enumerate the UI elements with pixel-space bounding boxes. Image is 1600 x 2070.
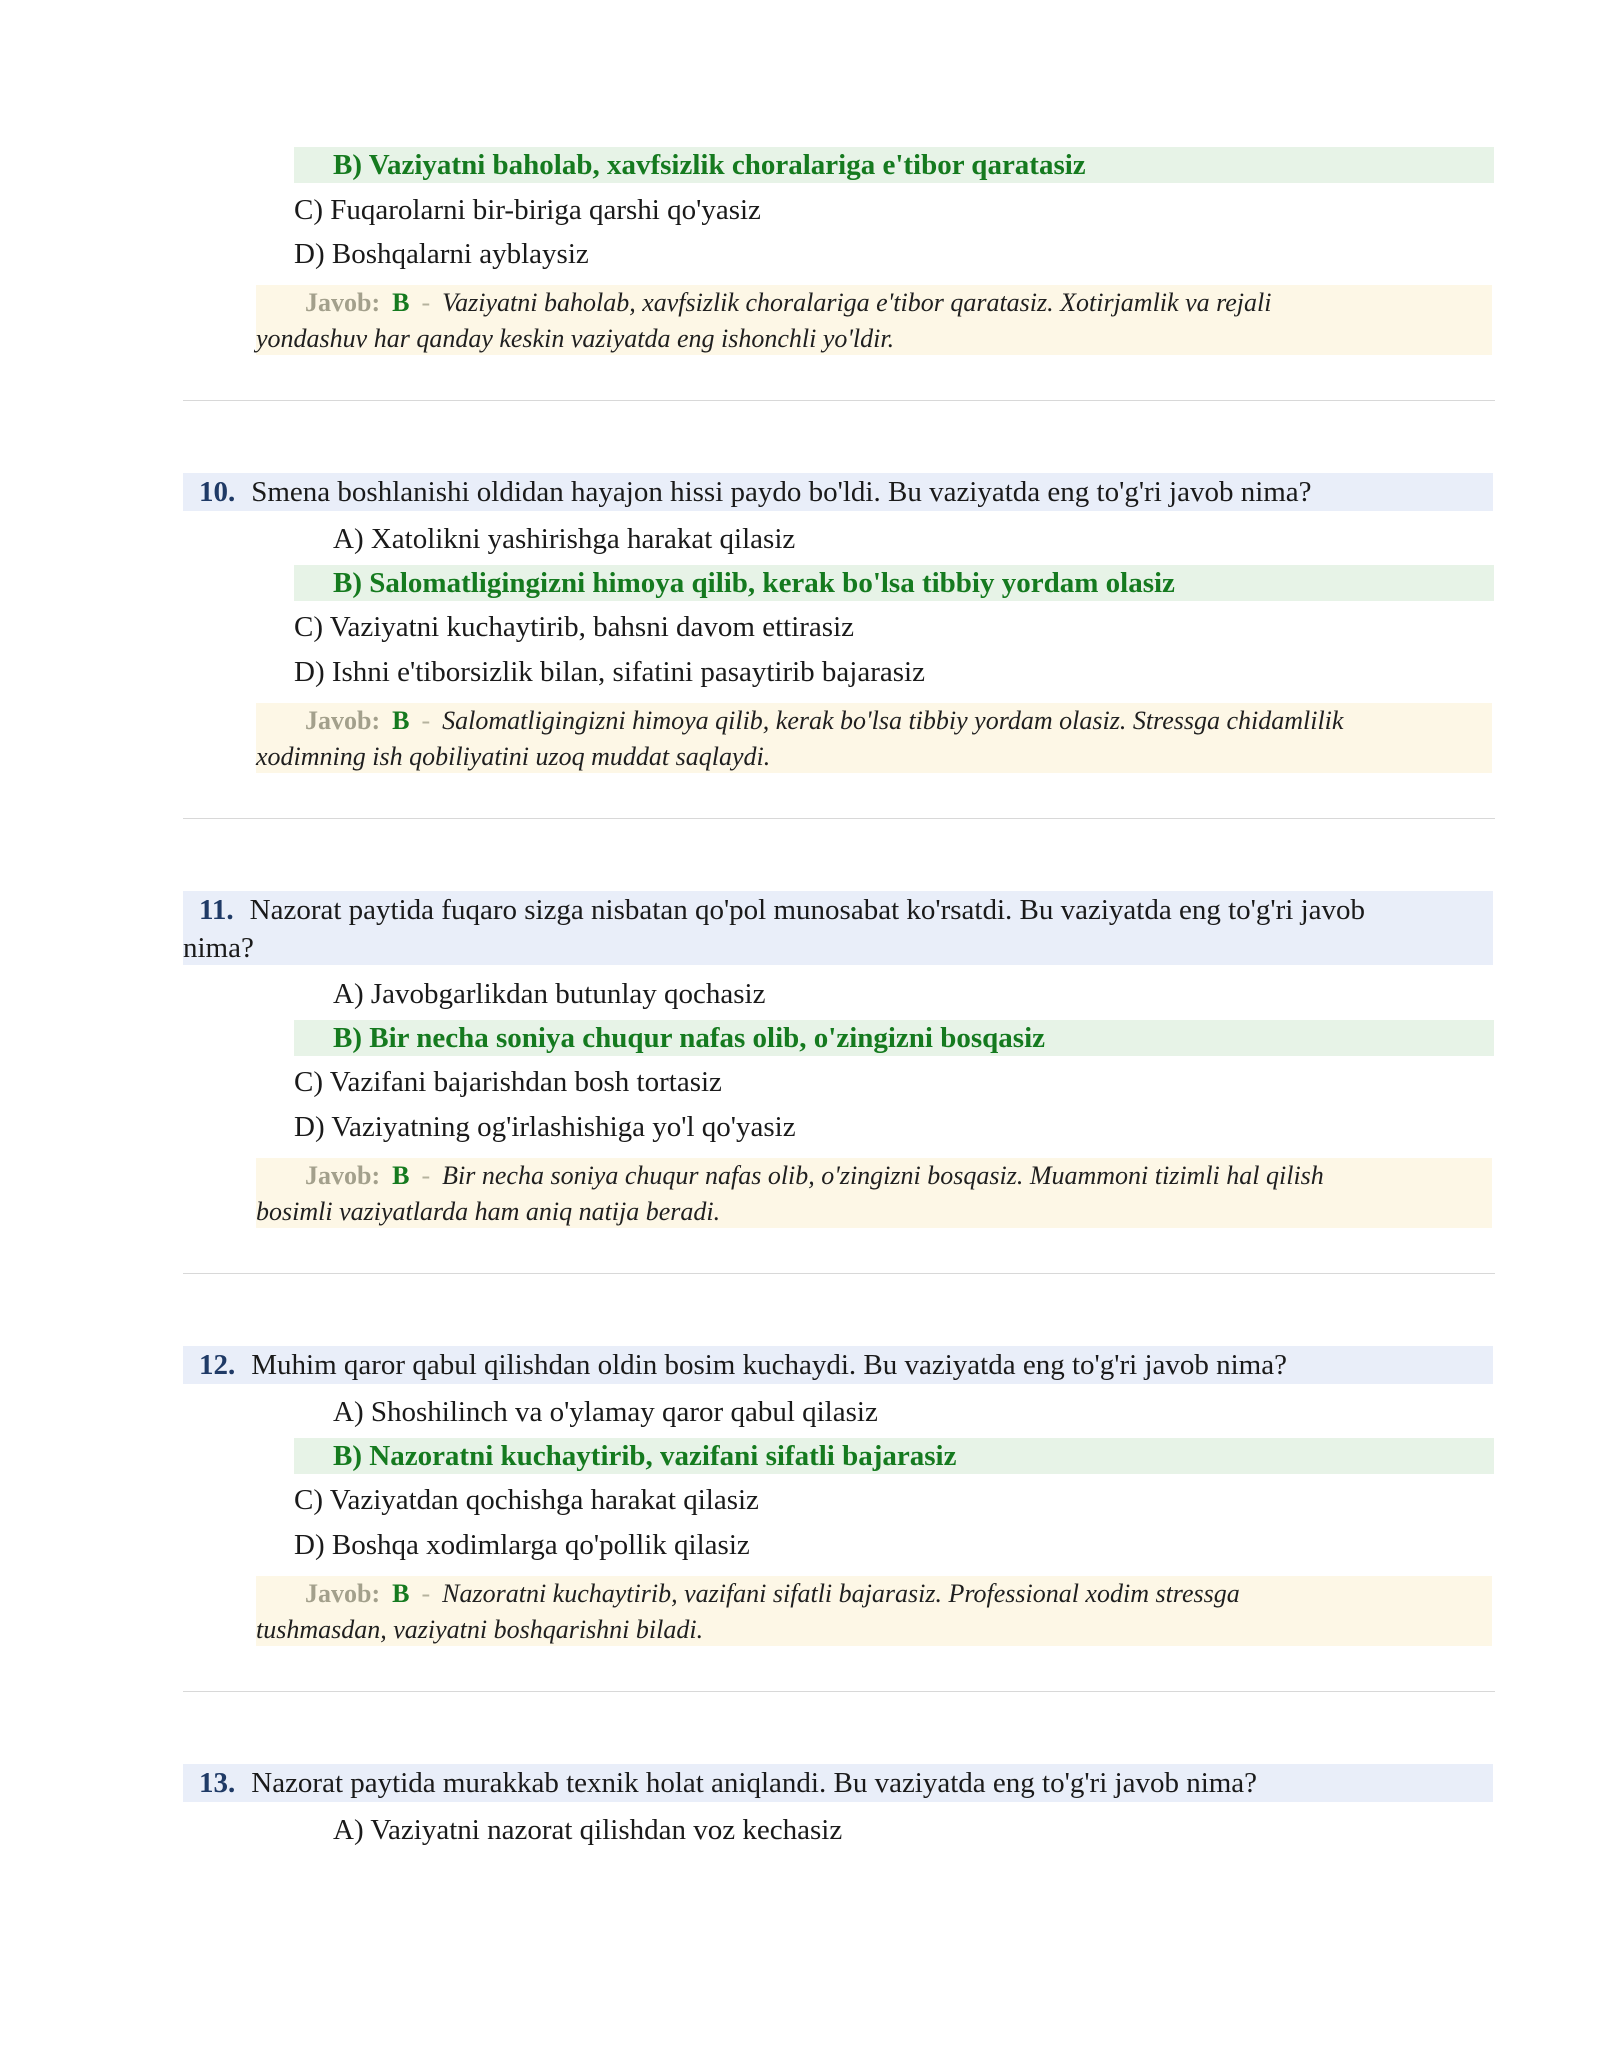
answer-explanation: Vaziyatni baholab, xavfsizlik choralariga e'tibor qaratasiz. Xotirjamlik va rejali (442, 288, 1272, 317)
answer-label: Javob: (305, 706, 381, 735)
answer-dash: - (421, 288, 431, 317)
answer-letter: B (392, 706, 410, 735)
q11-answer-line-1 (305, 1158, 1324, 1194)
q12-answer-line-2: tushmasdan, vaziyatni boshqarishni biladi. (256, 1615, 704, 1644)
question-text: Smena boshlanishi oldidan hayajon hissi paydo bo'ldi. Bu vaziyatda eng to'g'ri javob nima? (251, 476, 1312, 508)
q10-option-c[interactable]: C) Vaziyatni kuchaytirib, bahsni davom ettirasiz (294, 611, 854, 643)
q13-option-a[interactable]: A) Vaziyatni nazorat qilishdan voz kechasiz (333, 1814, 843, 1846)
q12-question-line (199, 1346, 1287, 1384)
q10-question-line (199, 473, 1312, 511)
q9-option-b-correct[interactable]: B) Vaziyatni baholab, xavfsizlik choralariga e'tibor qaratasiz (333, 149, 1086, 181)
answer-label: Javob: (305, 1161, 381, 1190)
q12-option-d[interactable]: D) Boshqa xodimlarga qo'pollik qilasiz (294, 1529, 750, 1561)
answer-label: Javob: (305, 288, 381, 317)
q10-option-d[interactable]: D) Ishni e'tiborsizlik bilan, sifatini pasaytirib bajarasiz (294, 656, 925, 688)
question-divider (183, 818, 1495, 819)
q13-question-line (199, 1764, 1257, 1802)
question-number: 11. (199, 894, 234, 926)
answer-explanation: Salomatligingizni himoya qilib, kerak bo'lsa tibbiy yordam olasiz. Stressga chidamlilik (442, 706, 1344, 735)
q11-question-line-2: nima? (183, 932, 254, 964)
question-number: 10. (199, 476, 236, 508)
question-divider (183, 400, 1495, 401)
q12-option-b-correct[interactable]: B) Nazoratni kuchaytirib, vazifani sifatli bajarasiz (333, 1440, 957, 1472)
q11-question-line-1 (199, 891, 1365, 929)
q11-option-d[interactable]: D) Vaziyatning og'irlashishiga yo'l qo'yasiz (294, 1111, 796, 1143)
q10-option-a[interactable]: A) Xatolikni yashirishga harakat qilasiz (333, 523, 796, 555)
answer-explanation: Nazoratni kuchaytirib, vazifani sifatli bajarasiz. Professional xodim stressga (442, 1579, 1240, 1608)
answer-dash: - (421, 1579, 431, 1608)
answer-letter: B (392, 288, 410, 317)
question-number: 12. (199, 1349, 236, 1381)
q12-answer-line-1 (305, 1576, 1240, 1612)
question-text: Nazorat paytida murakkab texnik holat aniqlandi. Bu vaziyatda eng to'g'ri javob nima? (251, 1767, 1258, 1799)
answer-dash: - (421, 706, 431, 735)
answer-dash: - (421, 1161, 431, 1190)
answer-label: Javob: (305, 1579, 381, 1608)
q10-answer-line-1 (305, 703, 1343, 739)
q12-option-c[interactable]: C) Vaziyatdan qochishga harakat qilasiz (294, 1484, 759, 1516)
q9-answer-line-2: yondashuv har qanday keskin vaziyatda eng ishonchli yo'ldir. (256, 324, 895, 353)
q11-option-c[interactable]: C) Vazifani bajarishdan bosh tortasiz (294, 1066, 722, 1098)
q9-answer-line-1 (305, 285, 1271, 321)
q10-answer-line-2: xodimning ish qobiliyatini uzoq muddat saqlaydi. (256, 742, 771, 771)
answer-explanation: Bir necha soniya chuqur nafas olib, o'zingizni bosqasiz. Muammoni tizimli hal qilish (442, 1161, 1324, 1190)
q11-option-a[interactable]: A) Javobgarlikdan butunlay qochasiz (333, 978, 766, 1010)
q12-option-a[interactable]: A) Shoshilinch va o'ylamay qaror qabul qilasiz (333, 1396, 878, 1428)
q11-answer-line-2: bosimli vaziyatlarda ham aniq natija beradi. (256, 1197, 721, 1226)
question-divider (183, 1691, 1495, 1692)
q10-option-b-correct[interactable]: B) Salomatligingizni himoya qilib, kerak bo'lsa tibbiy yordam olasiz (333, 567, 1175, 599)
question-text: Nazorat paytida fuqaro sizga nisbatan qo'pol munosabat ko'rsatdi. Bu vaziyatda eng to'g'ri javob (249, 894, 1365, 926)
answer-letter: B (392, 1161, 410, 1190)
answer-letter: B (392, 1579, 410, 1608)
q9-option-d[interactable]: D) Boshqalarni ayblaysiz (294, 238, 589, 270)
q11-option-b-correct[interactable]: B) Bir necha soniya chuqur nafas olib, o'zingizni bosqasiz (333, 1022, 1046, 1054)
question-text: Muhim qaror qabul qilishdan oldin bosim kuchaydi. Bu vaziyatda eng to'g'ri javob nima? (251, 1349, 1287, 1381)
question-number: 13. (199, 1767, 236, 1799)
question-divider (183, 1273, 1495, 1274)
q9-option-c[interactable]: C) Fuqarolarni bir-biriga qarshi qo'yasiz (294, 194, 761, 226)
